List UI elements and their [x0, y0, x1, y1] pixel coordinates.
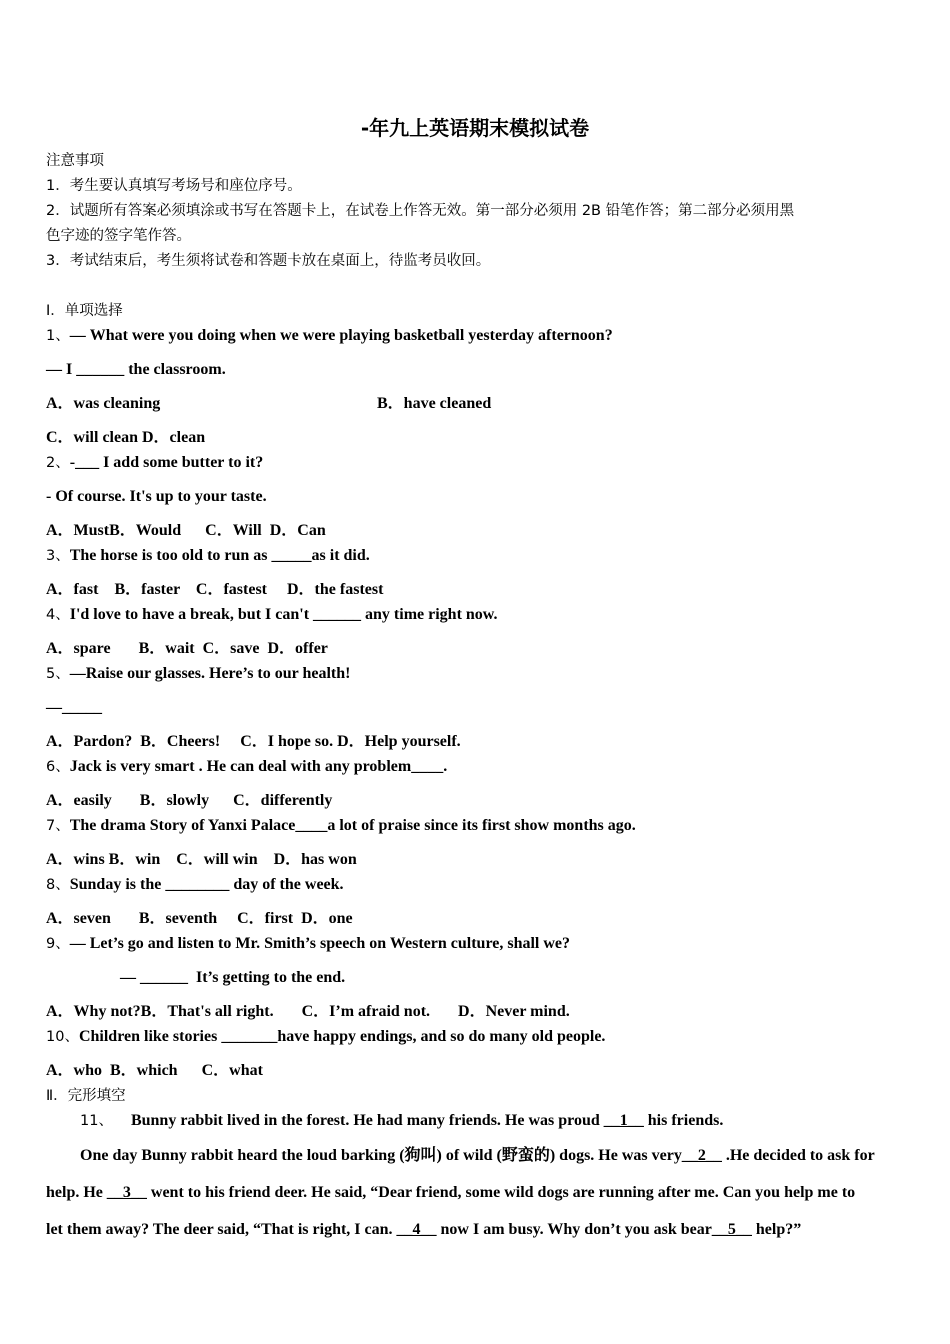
section1-heading: Ⅰ．单项选择: [46, 303, 123, 319]
notice-item-1: 1．考生要认真填写考场号和座位序号。: [46, 178, 302, 194]
question-text: The horse is too old to run as _____as it did.: [69, 547, 370, 564]
question-text: — Let’s go and listen to Mr. Smith’s speech on Western culture, shall we?: [69, 935, 571, 952]
cloze-text: let them away? The deer said, “That is right, I can.: [46, 1221, 397, 1238]
cloze-blank-2: __2__: [681, 1147, 722, 1164]
question-number: 5、: [46, 666, 70, 682]
question-text: Children like stories _______have happy endings, and so do many old people.: [78, 1028, 606, 1045]
notice-item-2: 2．试题所有答案必须填涂或书写在答题卡上，在试卷上作答无效。第一部分必须用 2B 铅笔作答；第二部分必须用黑: [46, 203, 795, 219]
question-4-options: A．spare B．wait C．save D．offer: [46, 640, 328, 657]
cloze-text: help?”: [751, 1221, 802, 1238]
question-7-stem: [46, 816, 636, 836]
question-9-line2: — ______ It’s getting to the end.: [120, 969, 346, 986]
question-10-stem: [46, 1027, 605, 1047]
question-number: 8、: [46, 877, 70, 893]
cloze-paragraph-2-line2: [46, 1183, 855, 1203]
question-8-options: A．seven B．seventh C．first D．one: [46, 910, 353, 927]
question-2-stem: [46, 453, 263, 473]
cloze-paragraph-1: [80, 1111, 723, 1131]
question-7-options: A．wins B．win C．will win D．has won: [46, 851, 357, 868]
cloze-text: One day Bunny rabbit heard the loud barking (狗叫) of wild (野蛮的) dogs. He was very: [80, 1147, 682, 1164]
cloze-blank-3: __3__: [106, 1184, 147, 1201]
cloze-text: .He decided to ask for: [721, 1147, 875, 1164]
question-text: —Raise our glasses. Here’s to our health!: [69, 665, 351, 682]
question-9-stem: [46, 934, 570, 954]
question-text: I'd love to have a break, but I can't ______ any time right now.: [69, 606, 498, 623]
question-1-stem: [46, 326, 613, 346]
question-3-stem: [46, 546, 370, 566]
question-8-stem: [46, 875, 344, 895]
question-1-option-a: A．was cleaning: [46, 395, 161, 412]
question-text: -___ I add some butter to it?: [69, 454, 264, 471]
question-4-stem: [46, 605, 497, 625]
question-5-options: A．Pardon? B．Cheers! C．I hope so. D．Help yourself.: [46, 733, 461, 750]
notice-item-3: 3．考试结束后，考生须将试卷和答题卡放在桌面上，待监考员收回。: [46, 253, 491, 269]
question-1-option-b: B．have cleaned: [377, 395, 492, 412]
cloze-text: went to his friend deer. He said, “Dear friend, some wild dogs are running after me. Can you help me to: [146, 1184, 856, 1201]
question-9-options: A．Why not?B．That's all right. C．I’m afraid not. D．Never mind.: [46, 1003, 570, 1020]
question-1-line2: — I ______ the classroom.: [46, 361, 226, 378]
question-10-options: A．who B．which C．what: [46, 1062, 263, 1079]
cloze-text: now I am busy. Why don’t you ask bear: [436, 1221, 712, 1238]
question-number: 3、: [46, 548, 70, 564]
cloze-text: his friends.: [643, 1112, 724, 1129]
question-number: 6、: [46, 759, 70, 775]
question-6-stem: [46, 757, 447, 777]
cloze-text: help. He: [46, 1184, 107, 1201]
question-3-options: A．fast B．faster C．fastest D．the fastest: [46, 581, 384, 598]
cloze-paragraph-2: [80, 1146, 875, 1166]
question-number: 7、: [46, 818, 70, 834]
cloze-blank-4: __4__: [396, 1221, 437, 1238]
question-number: 1、: [46, 328, 70, 344]
cloze-text: Bunny rabbit lived in the forest. He had many friends. He was proud: [130, 1112, 604, 1129]
question-1-options-cd: C．will clean D．clean: [46, 429, 206, 446]
question-5-stem: [46, 664, 350, 684]
page-title: -年九上英语期末模拟试卷: [360, 116, 590, 140]
question-2-line2: - Of course. It's up to your taste.: [46, 488, 267, 505]
question-text: Jack is very smart . He can deal with any problem____.: [69, 758, 448, 775]
question-number: 10、: [46, 1029, 79, 1045]
question-number: 9、: [46, 936, 70, 952]
question-number: 11、: [80, 1113, 113, 1129]
question-6-options: A．easily B．slowly C．differently: [46, 792, 333, 809]
notice-heading: 注意事项: [46, 153, 104, 169]
question-number: 4、: [46, 607, 70, 623]
question-text: Sunday is the ________ day of the week.: [69, 876, 344, 893]
question-2-options: A．MustB．Would C．Will D．Can: [46, 522, 326, 539]
section2-heading: Ⅱ．完形填空: [46, 1088, 126, 1104]
question-text: — What were you doing when we were playing basketball yesterday afternoon?: [69, 327, 613, 344]
cloze-blank-5: __5__: [711, 1221, 752, 1238]
question-text: The drama Story of Yanxi Palace____a lot of praise since its first show months ago.: [69, 817, 636, 834]
question-number: 2、: [46, 455, 70, 471]
notice-item-2-cont: 色字迹的签字笔作答。: [46, 228, 191, 244]
cloze-blank-1: __1__: [603, 1112, 644, 1129]
cloze-paragraph-2-line3: [46, 1220, 801, 1240]
question-5-line2: —_____: [46, 699, 102, 716]
